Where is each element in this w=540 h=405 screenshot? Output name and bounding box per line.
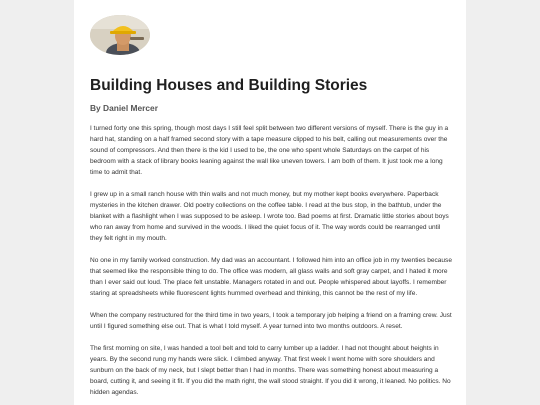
article-paragraph: No one in my family worked construction. My dad was an accountant. I followed him into an office job in my twenties because that seemed like the responsible thing to do. The office was modern, all glass walls and soft gray carpet, and I hated it more than I ever said out loud. The place felt unstable. Managers rotated in and out. People whispered about layoffs. I remember staring at spreadsheets while fluorescent lights hummed overhead and thinking, this cannot be the rest of my life. xyxy=(90,257,452,297)
article-paragraph: The first morning on site, I was handed a tool belt and told to carry lumber up a ladder. I had not thought about heights in years. By the second rung my hands were slick. I climbed anyway. That first week I went home with sore shoulders and sunburn on the back of my neck, but I slept better than I had in months. There was something honest about measuring a board, cutting it, and seeing it fit. If you did the math right, the wall stood straight. If you did it wrong, it leaned. No politics. No hidden agendas. xyxy=(90,345,451,396)
article-paragraph: I grew up in a small ranch house with thin walls and not much money, but my mother kept books everywhere. Paperback mysteries in the kitchen drawer. Old poetry collections on the coffee table. I read at the bus stop, in the bathtub, under the blanket with a flashlight when I was supposed to be asleep. I wrote too. Bad poems at first. Dramatic little stories about boys who ran away from home and survived in the woods. I liked the quiet focus of it. The way words could be rearranged until they felt right in my mouth. xyxy=(90,191,449,242)
article-page xyxy=(74,0,466,405)
article-paragraph: When the company restructured for the third time in two years, I took a temporary job helping a friend on a framing crew. Just until I figured something else out. That is what I told myself. A year turned into two months outdoors. A reset. xyxy=(90,312,452,330)
author-photo xyxy=(90,15,150,55)
construction-worker-image xyxy=(90,15,150,55)
article-title: Building Houses and Building Stories xyxy=(90,77,368,94)
article-paragraph: I turned forty one this spring, though most days I still feel split between two different versions of myself. There is the guy in a hard hat, standing on a half framed second story with a tape measure clipped to his belt, calling out measurements over the sound of compressors. And then there is the kid I used to be, the one who spent whole Saturdays on the carpet of his bedroom with a stack of library books leaning against the wall like uneven towers. I am both of them. It just took me a long time to admit that. xyxy=(90,125,449,176)
article-body xyxy=(90,123,454,405)
author-byline: By Daniel Mercer xyxy=(90,103,158,113)
